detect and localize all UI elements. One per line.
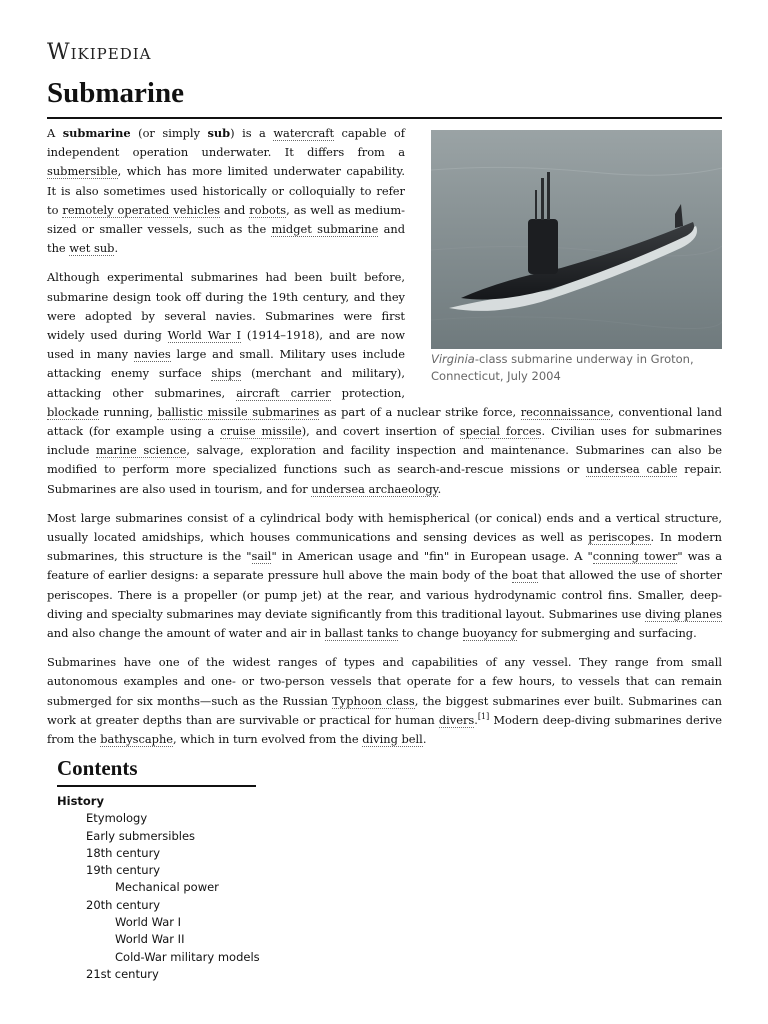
text-run: (or simply <box>130 126 208 140</box>
contents-item[interactable]: Cold-War military models <box>115 949 260 964</box>
article-link[interactable]: ballast tanks <box>324 626 399 641</box>
contents-item[interactable]: Early submersibles <box>86 828 196 843</box>
text-run: , salvage, exploration and facility inspection and maintenance. Submarines can also be modified to perform more specialized functions such as search-and-rescue missions or <box>47 443 722 477</box>
text-run: to change <box>398 626 463 641</box>
article-link[interactable]: diving bell <box>362 732 423 747</box>
contents-item[interactable]: 18th century <box>86 845 161 860</box>
text-run: and also change the amount of water and air in <box>47 626 325 641</box>
text-run: protection, <box>330 385 405 400</box>
article-link[interactable]: robots <box>249 202 287 217</box>
text-run: Although experimental submarines had been built before, submarine design took off during the 19th century, and they were adopted by several navies. Submarines were first widely used during <box>47 270 405 343</box>
article-link[interactable]: submersible <box>47 164 118 179</box>
text-run: , which in turn evolved from the <box>173 732 363 747</box>
contents-list <box>57 793 260 983</box>
article-link[interactable]: marine science <box>95 443 187 458</box>
text-run: " in American usage and "fin" in European usage. A " <box>271 549 593 564</box>
article-link[interactable]: periscopes <box>588 530 651 545</box>
contents-divider <box>57 785 256 787</box>
article-body <box>47 124 722 759</box>
text-run: ) is a <box>230 126 274 140</box>
article-link[interactable]: ships <box>211 366 242 381</box>
article-link[interactable]: World War I <box>167 328 242 343</box>
text-run: for submerging and surfacing. <box>517 626 697 641</box>
text-run: running, <box>98 404 158 419</box>
contents-item[interactable]: World War I <box>115 915 182 930</box>
text-run: , conventional land attack (for example using a <box>47 404 722 439</box>
table-of-contents <box>57 756 260 983</box>
text-run: that allowed the use of shorter periscopes. There is a propeller (or pump jet) at the rear, and various hydrodynamic control fins. Smaller, deep-diving and specialty submarines may deviate significantly from this traditional layout. Submarines use <box>47 568 722 621</box>
article-link[interactable]: midget submarine <box>271 222 379 237</box>
figure-caption <box>431 351 722 385</box>
text-run: as part of a nuclear strike force, <box>319 404 521 419</box>
article-link[interactable]: special forces <box>459 424 542 439</box>
article-link[interactable]: Typhoon class <box>332 693 415 708</box>
contents-item[interactable]: 21st century <box>86 966 159 981</box>
text-run: " was a feature of earlier designs: a separate pressure hull above the main body of the <box>47 549 722 583</box>
submarine-photo[interactable] <box>431 130 722 349</box>
title-divider <box>47 117 722 119</box>
contents-item[interactable]: Mechanical power <box>115 880 219 895</box>
text-run: . <box>474 712 478 727</box>
text-run: repair. Submarines are also used in tourism, and for <box>47 462 722 496</box>
contents-item[interactable]: History <box>57 794 104 808</box>
article-link[interactable]: undersea archaeology <box>311 481 438 496</box>
article-link[interactable]: sail <box>251 549 272 564</box>
paragraph-structure <box>47 509 722 643</box>
text-run: , which has more limited underwater capability. It is also sometimes used historically or colloquially to refer to <box>47 164 405 217</box>
contents-item[interactable]: Etymology <box>86 811 148 826</box>
text-run: capable of independent operation underwater. It differs from a <box>47 126 405 160</box>
article-link[interactable]: conning tower <box>592 549 678 564</box>
text-run: (merchant and military), attacking other submarines, <box>47 366 405 400</box>
page-title: Submarine <box>47 77 184 109</box>
article-link[interactable]: boat <box>512 568 538 583</box>
text-run: (1914–1918), and are now used in many <box>47 328 405 362</box>
article-link[interactable]: wet sub <box>69 241 115 256</box>
article-link[interactable]: bathyscaphe <box>100 732 174 747</box>
text-run: . <box>114 241 119 256</box>
text-run: large and small. Military uses include attacking enemy surface <box>47 347 405 381</box>
article-link[interactable]: navies <box>133 347 171 362</box>
text-run: . In modern submarines, this structure is the " <box>47 530 722 564</box>
text-run: . <box>437 481 442 496</box>
article-link[interactable]: divers <box>438 712 475 727</box>
article-link[interactable]: aircraft carrier <box>236 385 331 400</box>
text-run: Most large submarines consist of a cylindrical body with hemispherical (or conical) ends and a vertical structure, usually located amidships, which houses communications and sensing devices as well as <box>47 510 722 545</box>
text-run: ), and covert insertion of <box>301 424 460 439</box>
text-run: A <box>47 126 63 140</box>
article-link[interactable]: watercraft <box>273 126 335 140</box>
article-link[interactable]: diving planes <box>644 606 722 621</box>
caption-text: -class submarine underway in Groton, Connecticut, July 2004 <box>431 352 694 383</box>
wikipedia-logo[interactable]: Wikipedia <box>47 40 152 65</box>
bold-term: submarine <box>62 126 131 140</box>
contents-item[interactable]: 19th century <box>86 863 161 878</box>
article-link[interactable]: remotely operated vehicles <box>62 202 220 217</box>
article-link[interactable]: undersea cable <box>586 462 678 477</box>
article-link[interactable]: buoyancy <box>462 626 518 641</box>
text-run: Modern deep-diving submarines derive from the <box>47 712 722 747</box>
article-link[interactable]: cruise missile <box>220 424 302 439</box>
text-run: . Civilian uses for submarines include <box>47 424 722 458</box>
text-run: , the biggest submarines ever built. Submarines can work at greater depths than are survivable or practical for human <box>47 693 722 727</box>
text-run: , as well as medium-sized or smaller vessels, such as the <box>47 202 405 237</box>
contents-item[interactable]: 20th century <box>86 897 161 912</box>
text-run: Submarines have one of the widest ranges of types and capabilities of any vessel. They range from small autonomous examples and one- or two-person vessels that operate for a few hours, to vessels that can remain submerged for six months—such as the Russian <box>47 655 722 708</box>
contents-title: Contents <box>57 756 138 780</box>
paragraph-types <box>47 653 722 749</box>
text-run: and <box>219 202 250 217</box>
article-link[interactable]: ballistic missile submarines <box>157 404 320 419</box>
text-run: . <box>422 732 427 747</box>
caption-italic: Virginia <box>431 352 475 366</box>
bold-term: sub <box>207 126 231 140</box>
citation-link[interactable]: [1] <box>477 712 490 722</box>
article-link[interactable]: blockade <box>47 404 99 419</box>
contents-item[interactable]: World War II <box>115 932 185 947</box>
lead-figure <box>431 130 722 385</box>
article-link[interactable]: reconnaissance <box>520 404 611 419</box>
text-run: and the <box>47 222 405 256</box>
